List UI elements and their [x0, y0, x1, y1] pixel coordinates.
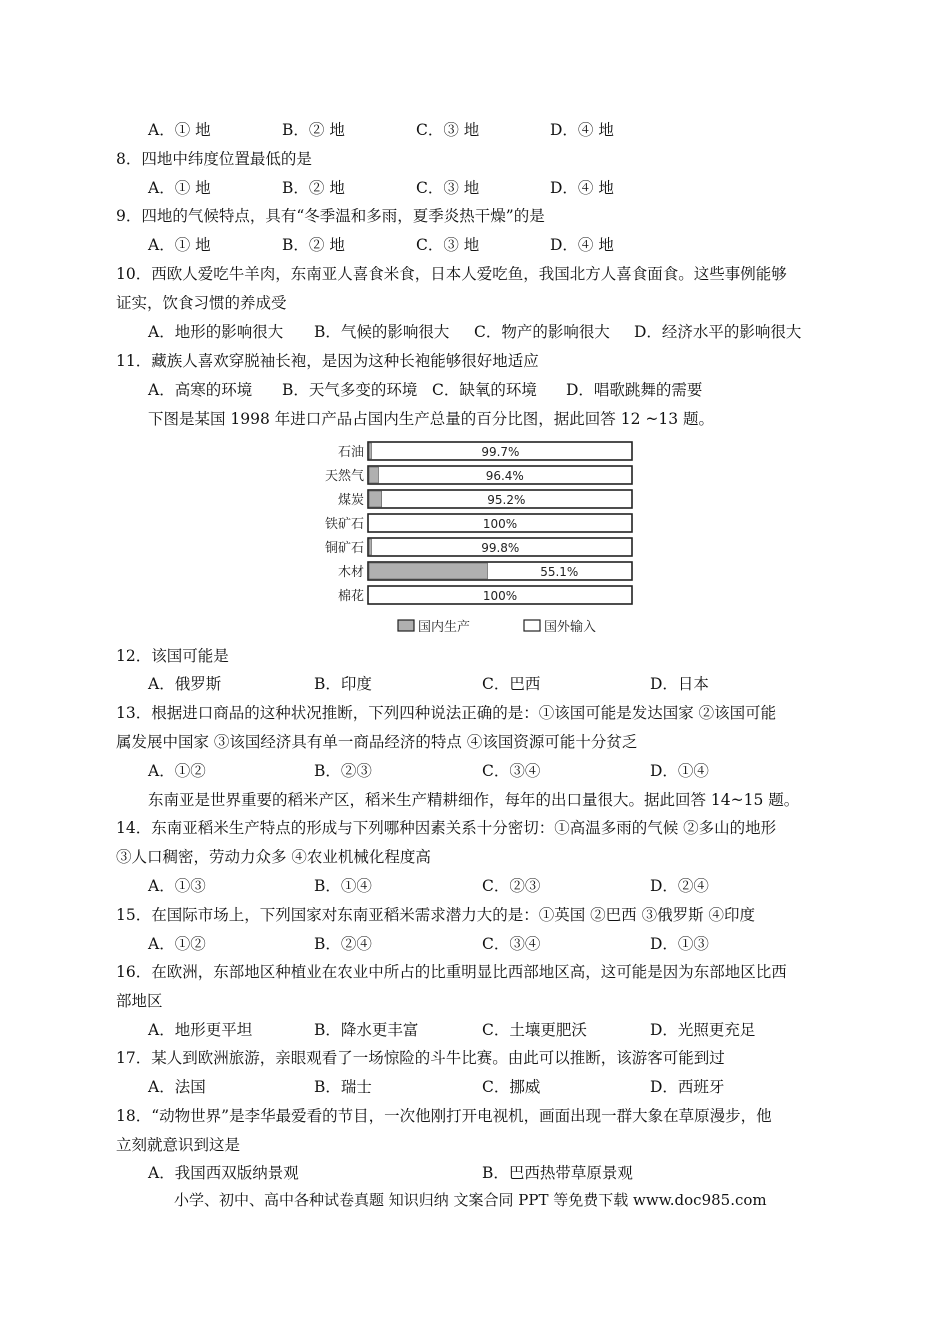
q11-option-a: A．高寒的环境: [148, 381, 253, 399]
q11-option-c: C．缺氧的环境: [432, 381, 537, 399]
q12-option-c: C．巴西: [482, 675, 541, 693]
chart-bar-domestic: [369, 467, 379, 483]
q13-stem-line2: 属发展中国家 ③该国经济具有单一商品经济的特点 ④该国资源可能十分贫乏: [116, 733, 638, 751]
legend-label-domestic: 国内生产: [418, 620, 471, 632]
chart-category-label: 铁矿石: [324, 517, 364, 532]
q8-stem: 8．四地中纬度位置最低的是: [116, 150, 312, 168]
chart-data-label: 96.4%: [485, 469, 524, 483]
q11-option-b: B．天气多变的环境: [282, 381, 418, 399]
q14-option-a: A．①③: [148, 877, 206, 895]
q13-option-c: C．③④: [482, 762, 541, 780]
chart-bar-domestic: [369, 443, 372, 459]
q13-option-d: D．①④: [650, 762, 709, 780]
q17-option-d: D．西班牙: [650, 1078, 725, 1096]
q14-option-d: D．②④: [650, 877, 709, 895]
q10-option-a: A．地形的影响很大: [148, 323, 284, 341]
chart-bar-domestic: [369, 563, 488, 579]
legend-swatch-domestic: [398, 620, 414, 631]
q18-stem-line2: 立刻就意识到这是: [116, 1136, 241, 1154]
q10-option-b: B．气候的影响很大: [314, 323, 450, 341]
q15-option-b: B．②④: [314, 935, 372, 953]
q16-stem-line2: 部地区: [116, 992, 163, 1010]
chart-category-label: 煤炭: [337, 493, 364, 508]
q9-stem: 9．四地的气候特点，具有“冬季温和多雨，夏季炎热干燥”的是: [116, 207, 545, 225]
q12-option-b: B．印度: [314, 675, 372, 693]
chart-data-label: 100%: [482, 589, 518, 603]
chart-data-label: 95.2%: [487, 493, 526, 507]
chart-data-label: 55.1%: [540, 565, 579, 579]
q17-stem: 17．某人到欧洲旅游，亲眼观看了一场惊险的斗牛比赛。由此可以推断，该游客可能到过: [116, 1049, 725, 1067]
legend-label-import: 国外输入: [544, 620, 597, 632]
chart-data-label: 100%: [482, 517, 518, 531]
import-percentage-chart: [318, 436, 648, 632]
q8-option-d: D．④ 地: [550, 179, 614, 197]
footer-watermark: 小学、初中、高中各种试卷真题 知识归纳 文案合同 PPT 等免费下载 www.doc985.com: [174, 1191, 767, 1209]
q8-option-a: A．① 地: [148, 179, 211, 197]
q10-stem-line1: 10．西欧人爱吃牛羊肉，东南亚人喜食米食，日本人爱吃鱼，我国北方人喜食面食。这些事例能够: [116, 265, 787, 283]
chart-category-label: 天然气: [324, 469, 364, 484]
q7-option-d: D．④ 地: [550, 121, 614, 139]
chart-category-label: 石油: [337, 445, 364, 460]
intro-14-15: 东南亚是世界重要的稻米产区，稻米生产精耕细作，每年的出口量很大。据此回答 14~15 题。: [148, 791, 800, 809]
q17-option-b: B．瑞士: [314, 1078, 372, 1096]
q10-stem-line2: 证实，饮食习惯的养成受: [116, 294, 287, 312]
q9-option-b: B．② 地: [282, 236, 345, 254]
q14-stem-line2: ③人口稠密，劳动力众多 ④农业机械化程度高: [116, 848, 431, 866]
q16-option-d: D．光照更充足: [650, 1021, 756, 1039]
q18-stem-line1: 18．“动物世界”是李华最爱看的节目，一次他刚打开电视机，画面出现一群大象在草原漫步，他: [116, 1107, 772, 1125]
chart-category-label: 棉花: [337, 589, 364, 604]
q16-option-b: B．降水更丰富: [314, 1021, 419, 1039]
q15-stem: 15．在国际市场上，下列国家对东南亚稻米需求潜力大的是：①英国 ②巴西 ③俄罗斯 ④印度: [116, 906, 756, 924]
q9-option-c: C．③ 地: [416, 236, 480, 254]
intro-12-13: 下图是某国 1998 年进口产品占国内生产总量的百分比图，据此回答 12 ~13 题。: [148, 410, 715, 428]
chart-data-label: 99.8%: [481, 541, 520, 555]
chart-category-label: 铜矿石: [324, 541, 364, 556]
q15-option-a: A．①②: [148, 935, 206, 953]
q7-option-b: B．② 地: [282, 121, 345, 139]
q10-option-c: C．物产的影响很大: [474, 323, 610, 341]
q13-option-a: A．①②: [148, 762, 206, 780]
q15-option-d: D．①③: [650, 935, 709, 953]
q12-option-a: A．俄罗斯: [148, 675, 222, 693]
q14-option-b: B．①④: [314, 877, 372, 895]
q12-stem: 12．该国可能是: [116, 647, 229, 665]
q12-option-d: D．日本: [650, 675, 709, 693]
legend-swatch-import: [524, 620, 540, 631]
q7-option-c: C．③ 地: [416, 121, 480, 139]
q17-option-c: C．挪威: [482, 1078, 541, 1096]
q9-option-a: A．① 地: [148, 236, 211, 254]
chart-bar-domestic: [369, 491, 382, 507]
q16-option-a: A．地形更平坦: [148, 1021, 253, 1039]
chart-bar-domestic: [369, 539, 372, 555]
chart-data-label: 99.7%: [481, 445, 520, 459]
q16-stem-line1: 16．在欧洲，东部地区种植业在农业中所占的比重明显比西部地区高，这可能是因为东部地区比西: [116, 963, 787, 981]
q15-option-c: C．③④: [482, 935, 541, 953]
q17-option-a: A．法国: [148, 1078, 206, 1096]
q8-option-b: B．② 地: [282, 179, 345, 197]
q18-option-a: A．我国西双版纳景观: [148, 1164, 299, 1182]
chart-category-label: 木材: [337, 565, 364, 580]
q9-option-d: D．④ 地: [550, 236, 614, 254]
q18-option-b: B．巴西热带草原景观: [482, 1164, 633, 1182]
q14-option-c: C．②③: [482, 877, 541, 895]
q16-option-c: C．土壤更肥沃: [482, 1021, 587, 1039]
q13-option-b: B．②③: [314, 762, 372, 780]
q14-stem-line1: 14．东南亚稻米生产特点的形成与下列哪种因素关系十分密切：①高温多雨的气候 ②多山的地形: [116, 819, 777, 837]
q8-option-c: C．③ 地: [416, 179, 480, 197]
q13-stem-line1: 13．根据进口商品的这种状况推断，下列四种说法正确的是：①该国可能是发达国家 ②该国可能: [116, 704, 777, 722]
q10-option-d: D．经济水平的影响很大: [634, 323, 802, 341]
q11-stem: 11．藏族人喜欢穿脱袖长袍，是因为这种长袍能够很好地适应: [116, 352, 539, 370]
q7-option-a: A．① 地: [148, 121, 211, 139]
q11-option-d: D．唱歌跳舞的需要: [566, 381, 703, 399]
